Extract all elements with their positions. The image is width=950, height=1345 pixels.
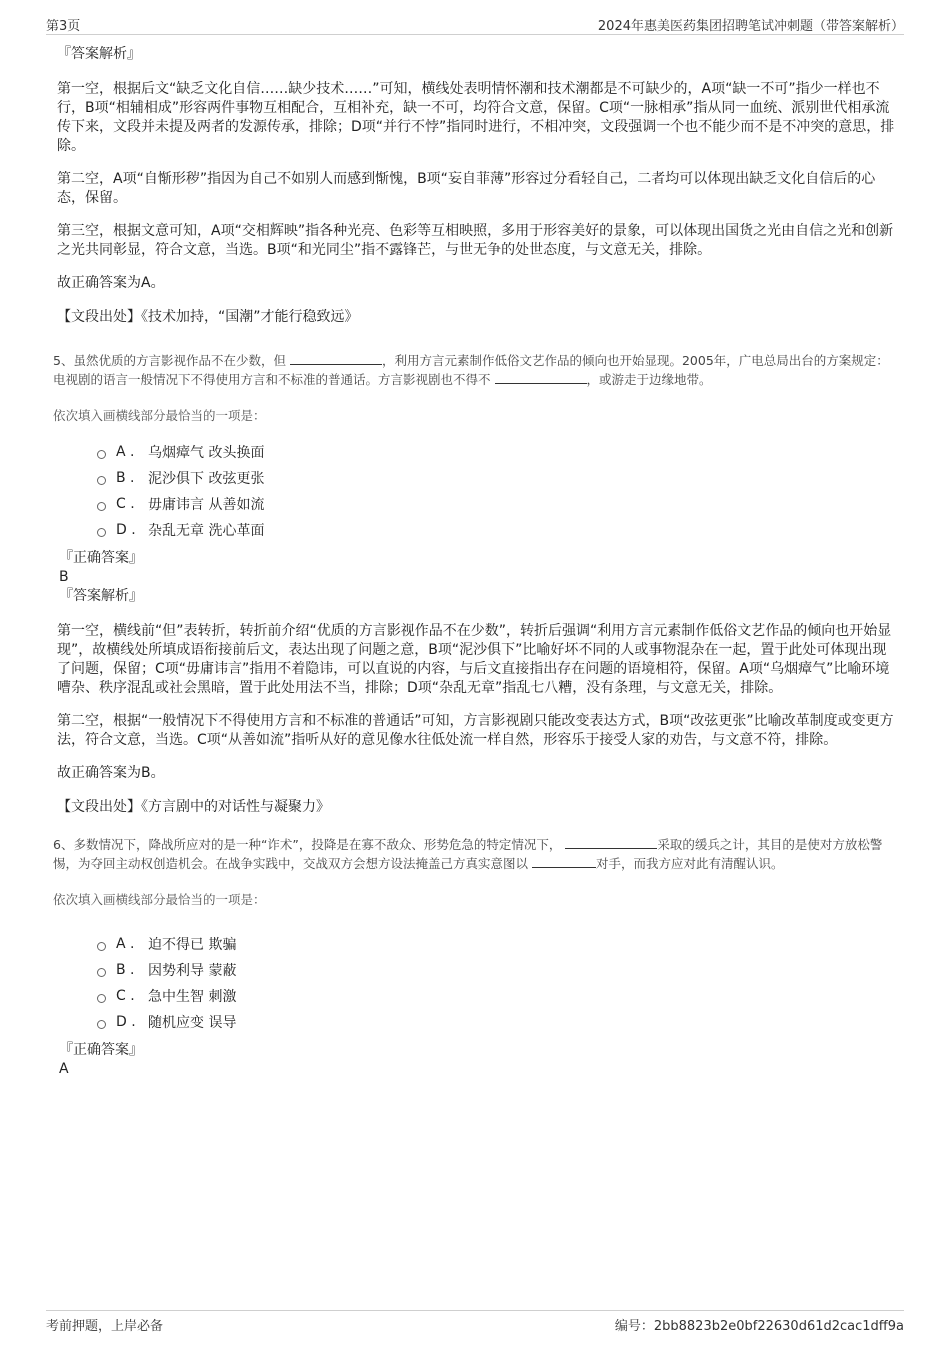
fill-blank xyxy=(495,371,587,384)
answer-block xyxy=(57,549,897,606)
stem-text: 5、虽然优质的方言影视作品不在少数，但 xyxy=(53,353,286,368)
option-list xyxy=(97,439,897,543)
option-letter: A . xyxy=(116,444,135,460)
option-d[interactable] xyxy=(97,1009,897,1035)
fill-blank xyxy=(290,352,382,365)
correct-answer-label: 『正确答案』 xyxy=(59,1042,143,1058)
option-b[interactable] xyxy=(97,465,897,491)
option-letter: C . xyxy=(116,496,135,512)
stem-text: 6、多数情况下，降战所应对的是一种“诈术”，投降是在寡不敌众、形势危急的特定情况下， xyxy=(53,837,562,852)
analysis-label: 『答案解析』 xyxy=(57,46,141,62)
analysis-conclusion: 故正确答案为B。 xyxy=(57,765,165,781)
analysis-paragraph: 第一空，根据后文“缺乏文化自信……缺少技术……”可知，横线处表明情怀潮和技术潮都是不可缺少的，A项“缺一不可”指少一样也不行，B项“相辅相成”形容两件事物互相配合，互相补充，缺一不可，均符合文意，保留。C项“一脉相承”指从同一血统、派别世代相承流传下来，文段并未提及两者的发源传承，排除；D项“并行不悖”指同时进行，不相冲突，文段强调一个也不能少而不是不冲突的意思，排除。 xyxy=(57,81,895,154)
option-list xyxy=(97,931,897,1035)
prev-analysis-section xyxy=(57,44,897,327)
radio-icon[interactable] xyxy=(97,1020,106,1029)
radio-icon[interactable] xyxy=(97,942,106,951)
analysis-paragraph: 第一空，横线前“但”表转折，转折前介绍“优质的方言影视作品不在少数”，转折后强调“利用方言元素制作低俗文艺作品的倾向也开始显现”，故横线处所填成语衔接前后文，表达出现了问题之意，B项“泥沙俱下”比喻好坏不同的人或事物混杂在一起，置于此处可体现出现了问题，保留；C项“毋庸讳言”指用不着隐讳，可以直说的内容，与后文直接指出存在问题的语境相符，保留。A项“乌烟瘴气”比喻环境嘈杂、秩序混乱或社会黑暗，置于此处用法不当，排除；D项“杂乱无章”指乱七八糟，没有条理，与文意无关，排除。 xyxy=(57,623,892,696)
analysis-paragraph: 第二空，根据“一般情况下不得使用方言和不标准的普通话”可知，方言影视剧只能改变表达方式，B项“改弦更张”比喻改革制度或变更方法，符合文意，当选。C项“从善如流”指听从好的意见像水往低处流一样自然，形容乐于接受人家的劝告，与文意不符，排除。 xyxy=(57,713,894,748)
stem-text: 采取的缓兵之计，其目的是使对方放松警惕，为夺回主动权创造机会。在战争实践中，交战双方会想方设法掩盖己方真实意图以 xyxy=(53,837,883,871)
option-text: 乌烟瘴气 改头换面 xyxy=(148,445,265,461)
correct-answer-label: 『正确答案』 xyxy=(59,550,143,566)
option-text: 迫不得已 欺骗 xyxy=(148,937,237,953)
question-prompt: 依次填入画横线部分最恰当的一项是： xyxy=(53,408,266,423)
question-prompt: 依次填入画横线部分最恰当的一项是： xyxy=(53,892,266,907)
question-stem xyxy=(53,835,899,873)
stem-text: ，或游走于边缘地带。 xyxy=(586,372,712,387)
radio-icon[interactable] xyxy=(97,502,106,511)
radio-icon[interactable] xyxy=(97,994,106,1003)
option-letter: C . xyxy=(116,988,135,1004)
analysis-conclusion: 故正确答案为A。 xyxy=(57,275,165,291)
page-content xyxy=(53,44,897,1079)
question-stem xyxy=(53,351,899,389)
correct-answer: B xyxy=(59,569,69,585)
option-text: 因势利导 蒙蔽 xyxy=(148,963,237,979)
option-letter: B . xyxy=(116,470,135,486)
radio-icon[interactable] xyxy=(97,476,106,485)
radio-icon[interactable] xyxy=(97,968,106,977)
fill-blank xyxy=(565,836,657,849)
document-title: 2024年惠美医药集团招聘笔试冲刺题（带答案解析） xyxy=(597,19,904,34)
option-d[interactable] xyxy=(97,517,897,543)
option-text: 杂乱无章 洗心革面 xyxy=(148,523,265,539)
passage-source: 【文段出处】《方言剧中的对话性与凝聚力》 xyxy=(57,799,330,815)
option-letter: A . xyxy=(116,936,135,952)
option-text: 泥沙俱下 改弦更张 xyxy=(148,471,265,487)
page-footer xyxy=(46,1310,904,1335)
stem-text: 对手，而我方应对此有清醒认识。 xyxy=(596,856,784,871)
analysis-label: 『答案解析』 xyxy=(59,588,143,604)
option-a[interactable] xyxy=(97,439,897,465)
option-text: 急中生智 刺激 xyxy=(148,989,237,1005)
option-text: 随机应变 误导 xyxy=(148,1015,237,1031)
radio-icon[interactable] xyxy=(97,528,106,537)
option-a[interactable] xyxy=(97,931,897,957)
option-letter: B . xyxy=(116,962,135,978)
fill-blank xyxy=(532,855,596,868)
option-c[interactable] xyxy=(97,983,897,1009)
footer-slogan: 考前押题，上岸必备 xyxy=(46,1319,164,1334)
radio-icon[interactable] xyxy=(97,450,106,459)
correct-answer: A xyxy=(59,1061,69,1077)
option-letter: D . xyxy=(116,522,136,538)
option-b[interactable] xyxy=(97,957,897,983)
page-header xyxy=(46,14,904,35)
analysis-paragraph: 第三空，根据文意可知，A项“交相辉映”指各种光亮、色彩等互相映照，多用于形容美好的景象，可以体现出国货之光由自信之光和创新之光共同彰显，符合文意，当选。B项“和光同尘”指不露锋芒，与世无争的处世态度，与文意无关，排除。 xyxy=(57,223,894,258)
option-c[interactable] xyxy=(97,491,897,517)
stem-text: ，利用方言元素制作低俗文艺作品的倾向也开始显现。2005年，广电总局出台的方案规定：电视剧的语言一般情况下不得使用方言和不标准的普通话。方言影视剧也不得不 xyxy=(53,353,889,387)
option-letter: D . xyxy=(116,1014,136,1030)
question-6 xyxy=(53,835,897,1079)
option-text: 毋庸讳言 从善如流 xyxy=(148,497,265,513)
document-id: 编号：2bb8823b2e0bf22630d61d2cac1dff9a xyxy=(614,1319,904,1334)
answer-block xyxy=(57,1041,897,1079)
question-5 xyxy=(53,351,897,817)
page-number: 第3页 xyxy=(46,19,81,34)
analysis-paragraph: 第二空，A项“自惭形秽”指因为自己不如别人而感到惭愧，B项“妄自菲薄”形容过分看轻自己，二者均可以体现出缺乏文化自信后的心态，保留。 xyxy=(57,171,876,206)
passage-source: 【文段出处】《技术加持，“国潮”才能行稳致远》 xyxy=(57,309,359,325)
